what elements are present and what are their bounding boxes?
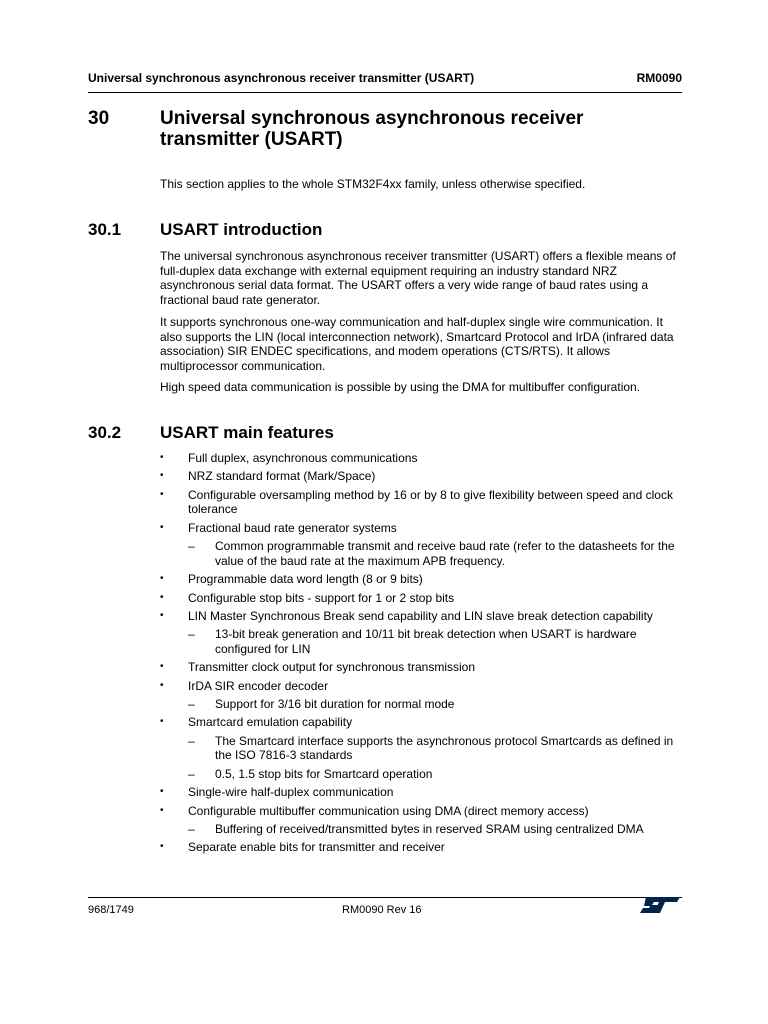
section-title: USART introduction (160, 220, 323, 239)
sub-list-item (160, 627, 684, 656)
dash-icon: – (188, 539, 195, 554)
list-item-text: IrDA SIR encoder decoder (188, 678, 329, 693)
list-item (160, 591, 684, 606)
dash-icon: – (188, 697, 195, 712)
list-item (160, 572, 684, 587)
list-item-text: Common programmable transmit and receive baud rate (refer to the datasheets for the value of the baud rate at the maximum APB frequency. (215, 539, 675, 568)
list-item (160, 451, 684, 466)
footer-revision: RM0090 Rev 16 (342, 904, 422, 916)
paragraph: The universal synchronous asynchronous receiver transmitter (USART) offers a flexible means of full-duplex data exchange with external equipment requiring an industry standard NRZ asynchronous serial data format. The USART offers a very wide range of baud rates using a fractional baud rate generator. (160, 249, 676, 307)
sub-list-item (160, 822, 684, 837)
list-item-text: Single-wire half-duplex communication (188, 785, 394, 800)
list-item-text: 13-bit break generation and 10/11 bit break detection when USART is hardware configured for LIN (215, 627, 637, 656)
page-header (88, 70, 682, 93)
list-item-text: Buffering of received/transmitted bytes in reserved SRAM using centralized DMA (215, 822, 644, 837)
feature-list (160, 451, 684, 859)
list-item (160, 521, 684, 536)
list-item-text: Full duplex, asynchronous communications (188, 451, 418, 465)
chapter-title: Universal synchronous asynchronous receiver transmitter (USART) (160, 108, 584, 150)
sub-list-item (160, 697, 684, 712)
list-item-text: Support for 3/16 bit duration for normal mode (215, 697, 455, 712)
section-number: 30.2 (88, 423, 122, 442)
bullet-icon: • (160, 841, 164, 853)
list-item-text: Fractional baud rate generator systems (188, 520, 397, 535)
bullet-icon: • (160, 452, 164, 463)
paragraph: High speed data communication is possible by using the DMA for multibuffer configuration. (160, 380, 641, 394)
bullet-icon: • (160, 661, 164, 673)
bullet-icon: • (160, 488, 164, 500)
header-title: Universal synchronous asynchronous receiver transmitter (USART) (88, 71, 475, 85)
bullet-icon: • (160, 786, 164, 798)
footer-page-number: 968/1749 (88, 904, 134, 916)
section-title: USART main features (160, 423, 334, 442)
list-item-text: NRZ standard format (Mark/Space) (188, 469, 376, 484)
list-item-text: The Smartcard interface supports the asynchronous protocol Smartcards as defined in the ISO 7816-3 standards (215, 733, 674, 763)
footer-divider (88, 897, 682, 898)
dash-icon: – (188, 627, 195, 642)
dash-icon: – (188, 766, 195, 781)
list-item (160, 785, 684, 800)
list-item (160, 679, 684, 694)
list-item-text: Configurable stop bits - support for 1 or 2 stop bits (188, 590, 455, 605)
list-item-text: Configurable oversampling method by 16 or by 8 to give flexibility between speed and clock tolerance (188, 487, 673, 517)
list-item (160, 804, 684, 819)
bullet-icon: • (160, 716, 164, 728)
list-item (160, 609, 684, 624)
bullet-icon: • (160, 679, 164, 691)
dash-icon: – (188, 733, 195, 748)
sub-list-item (160, 539, 684, 568)
bullet-icon: • (160, 609, 164, 621)
list-item (160, 660, 684, 675)
bullet-icon: • (160, 521, 164, 533)
bullet-icon: • (160, 470, 164, 482)
list-item-text: Configurable multibuffer communication using DMA (direct memory access) (188, 803, 589, 818)
bullet-icon: • (160, 804, 164, 816)
section-number: 30.1 (88, 220, 122, 239)
list-item-text: Transmitter clock output for synchronous transmission (188, 660, 475, 675)
st-logo-icon (638, 894, 682, 916)
header-doc-code: RM0090 (636, 71, 682, 85)
chapter-number: 30 (88, 108, 110, 129)
list-item (160, 715, 684, 730)
list-item (160, 840, 684, 855)
chapter-intro: This section applies to the whole STM32F4xx family, unless otherwise specified. (160, 177, 586, 191)
list-item-text: LIN Master Synchronous Break send capability and LIN slave break detection capability (188, 608, 653, 623)
sub-list-item (160, 767, 684, 782)
list-item (160, 488, 684, 517)
paragraph: It supports synchronous one-way communication and half-duplex single wire communication. It also supports the LIN (local interconnection network), Smartcard Protocol and IrDA (infrared data association) SIR ENDEC specifications, and modem operations (CTS/RTS). It allows multiprocessor communication. (160, 315, 674, 373)
list-item-text: Programmable data word length (8 or 9 bits) (188, 572, 423, 587)
bullet-icon: • (160, 591, 164, 603)
list-item-text: 0.5, 1.5 stop bits for Smartcard operation (215, 766, 433, 781)
list-item-text: Smartcard emulation capability (188, 715, 353, 730)
list-item-text: Separate enable bits for transmitter and receiver (188, 840, 445, 855)
dash-icon: – (188, 822, 195, 837)
list-item (160, 469, 684, 484)
sub-list-item (160, 734, 684, 763)
bullet-icon: • (160, 573, 164, 585)
